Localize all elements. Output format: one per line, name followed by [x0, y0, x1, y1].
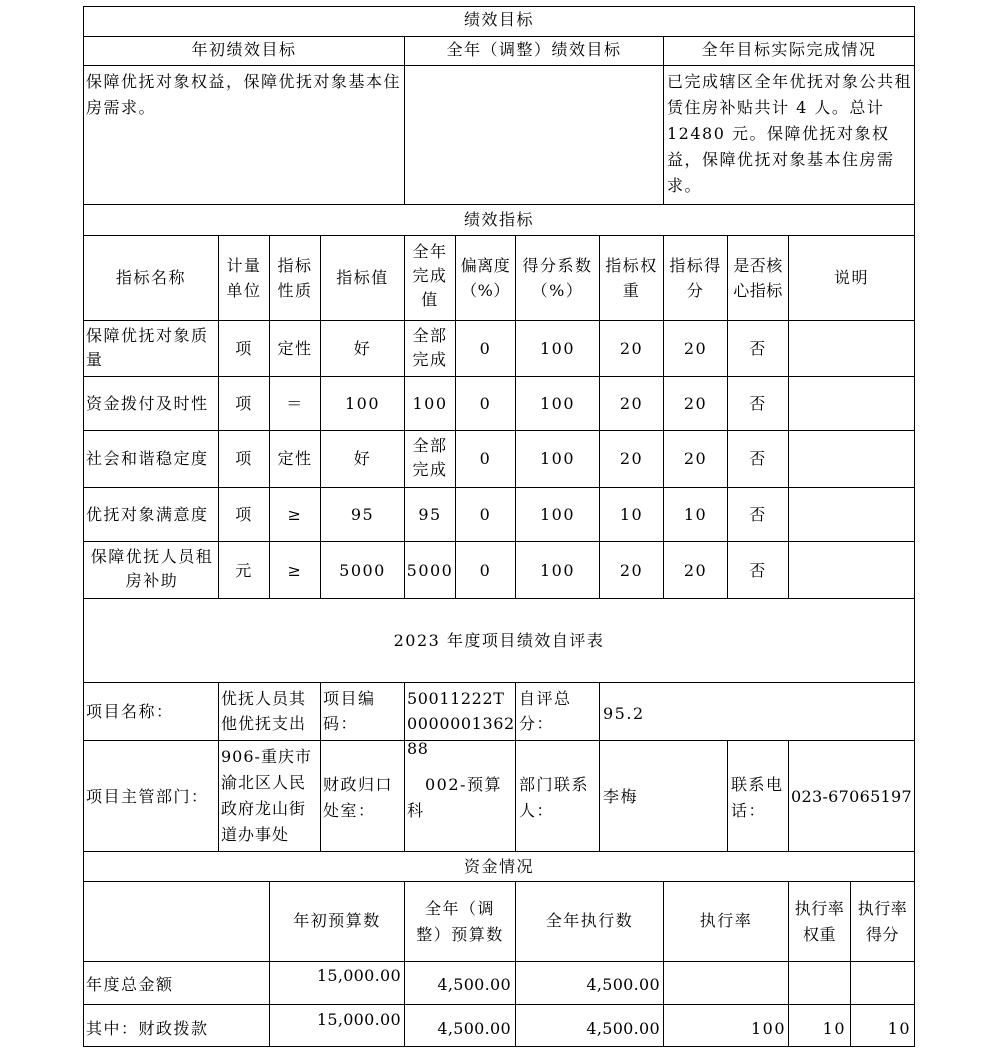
actual-completion-text: 已完成辖区全年优抚对象公共租赁住房补贴共计 4 人。总计 12480 元。保障优抚对象权益，保障优抚对象基本住房需求。 — [667, 72, 913, 195]
indicator-actual: 100 — [412, 394, 448, 413]
indicator-nature: 定性 — [277, 339, 313, 358]
funds-executed: 4,500.00 — [586, 1019, 660, 1038]
funds-adjusted-budget: 4,500.00 — [437, 975, 511, 994]
indicator-weight: 10 — [619, 505, 644, 524]
indicator-name: 保障优抚人员租房补助 — [90, 547, 214, 590]
indicator-nature: ＝ — [286, 394, 304, 413]
indicator-unit: 项 — [235, 505, 253, 524]
indicator-is-core: 否 — [749, 449, 767, 468]
funds-title: 资金情况 — [463, 857, 534, 876]
indicator-coefficient: 100 — [539, 339, 576, 358]
project-code-value: 50011222T000000136288 — [407, 689, 515, 758]
contact-label: 部门联系人： — [519, 775, 590, 820]
funds-rate-score: 10 — [887, 1019, 911, 1038]
indicator-name: 社会和谐稳定度 — [86, 449, 209, 468]
indicator-is-core: 否 — [749, 505, 767, 524]
indicator-deviation: 0 — [479, 394, 492, 413]
indicator-weight: 20 — [619, 449, 644, 468]
indicator-weight: 20 — [619, 561, 644, 580]
funds-adjusted-budget: 4,500.00 — [437, 1019, 511, 1038]
header-indicator-score: 指标得分 — [669, 256, 722, 300]
indicator-target: 100 — [344, 394, 381, 413]
indicator-score: 20 — [683, 561, 708, 580]
funds-row-label: 其中：财政拨款 — [86, 1019, 209, 1038]
indicator-coefficient: 100 — [539, 449, 576, 468]
header-deviation: 偏离度（%） — [460, 256, 511, 300]
indicator-actual: 5000 — [406, 561, 454, 580]
indicator-unit: 项 — [235, 394, 253, 413]
header-score-coefficient: 得分系数（%） — [522, 256, 593, 300]
header-indicator-name: 指标名称 — [115, 268, 186, 287]
indicator-name: 优抚对象满意度 — [86, 505, 209, 524]
funds-initial-budget: 15,000.00 — [316, 966, 401, 985]
header-unit: 计量单位 — [226, 256, 262, 300]
indicator-deviation: 0 — [479, 561, 492, 580]
funds-header-adjusted-budget: 全年（调整）预算数 — [416, 899, 504, 944]
indicator-deviation: 0 — [479, 449, 492, 468]
header-actual-value: 全年完成值 — [412, 242, 448, 309]
funds-initial-budget: 15,000.00 — [316, 1010, 401, 1029]
indicator-coefficient: 100 — [539, 505, 576, 524]
header-notes: 说明 — [833, 268, 869, 287]
self-eval-title: 2023 年度项目绩效自评表 — [393, 631, 605, 650]
indicator-deviation: 0 — [479, 505, 492, 524]
indicator-target: 95 — [350, 505, 375, 524]
indicator-nature: 定性 — [277, 449, 313, 468]
project-name-label: 项目名称： — [86, 702, 174, 721]
indicator-weight: 20 — [619, 339, 644, 358]
indicators-title: 绩效指标 — [463, 210, 534, 229]
col-initial-goal: 年初绩效目标 — [191, 40, 297, 59]
indicator-name: 资金拨付及时性 — [86, 394, 209, 413]
indicator-score: 10 — [683, 505, 708, 524]
header-target-value: 指标值 — [336, 268, 389, 287]
header-nature: 指标性质 — [277, 256, 313, 300]
phone-value: 023-67065197 — [791, 787, 912, 806]
dept-value: 906-重庆市渝北区人民政府龙山街道办事处 — [221, 747, 312, 844]
indicator-nature: ≥ — [287, 561, 303, 580]
funds-header-exec-rate: 执行率 — [699, 911, 753, 930]
total-score-label: 自评总分： — [519, 689, 572, 733]
perf-goals-title: 绩效目标 — [463, 10, 534, 29]
funds-exec-rate: 100 — [750, 1019, 786, 1038]
header-weight: 指标权重 — [605, 256, 658, 300]
indicator-score: 20 — [683, 449, 708, 468]
total-score-value: 95.2 — [603, 704, 645, 723]
funds-header-initial-budget: 年初预算数 — [293, 911, 381, 930]
header-is-core: 是否核心指标 — [733, 256, 783, 300]
indicator-score: 20 — [683, 394, 708, 413]
indicator-unit: 项 — [235, 339, 253, 358]
indicator-coefficient: 100 — [539, 394, 576, 413]
indicator-name: 保障优抚对象质量 — [86, 326, 209, 369]
indicator-actual: 95 — [418, 505, 442, 524]
indicator-unit: 元 — [235, 561, 253, 580]
contact-value: 李梅 — [603, 787, 639, 806]
project-name-value: 优抚人员其他优抚支出 — [221, 689, 307, 733]
indicator-is-core: 否 — [749, 394, 767, 413]
funds-executed: 4,500.00 — [586, 975, 660, 994]
indicator-deviation: 0 — [479, 339, 492, 358]
finance-office-value: 002-预算科 — [407, 775, 502, 820]
indicator-score: 20 — [683, 339, 708, 358]
project-code-label: 项目编码： — [323, 689, 376, 733]
indicator-is-core: 否 — [749, 339, 767, 358]
funds-header-executed: 全年执行数 — [545, 911, 634, 930]
phone-label: 联系电话： — [731, 775, 784, 820]
indicator-target: 好 — [353, 449, 372, 468]
dept-label: 项目主管部门： — [86, 787, 209, 806]
finance-office-label: 财政归口处室： — [323, 775, 394, 820]
funds-rate-weight: 10 — [822, 1019, 846, 1038]
col-adjusted-goal: 全年（调整）绩效目标 — [446, 40, 622, 59]
funds-header-rate-score: 执行率得分 — [857, 899, 908, 944]
funds-header-rate-weight: 执行率权重 — [794, 899, 845, 944]
indicator-weight: 20 — [619, 394, 644, 413]
indicator-actual: 全部完成 — [412, 436, 448, 479]
indicator-actual: 全部完成 — [412, 326, 448, 369]
indicator-nature: ≥ — [287, 505, 303, 524]
indicator-target: 好 — [353, 339, 372, 358]
indicator-is-core: 否 — [749, 561, 767, 580]
indicator-unit: 项 — [235, 449, 253, 468]
col-actual-completion: 全年目标实际完成情况 — [701, 40, 877, 59]
indicator-coefficient: 100 — [539, 561, 576, 580]
funds-row-label: 年度总金额 — [86, 975, 174, 994]
initial-goal-text: 保障优抚对象权益，保障优抚对象基本住房需求。 — [86, 72, 402, 117]
indicator-target: 5000 — [339, 561, 386, 580]
